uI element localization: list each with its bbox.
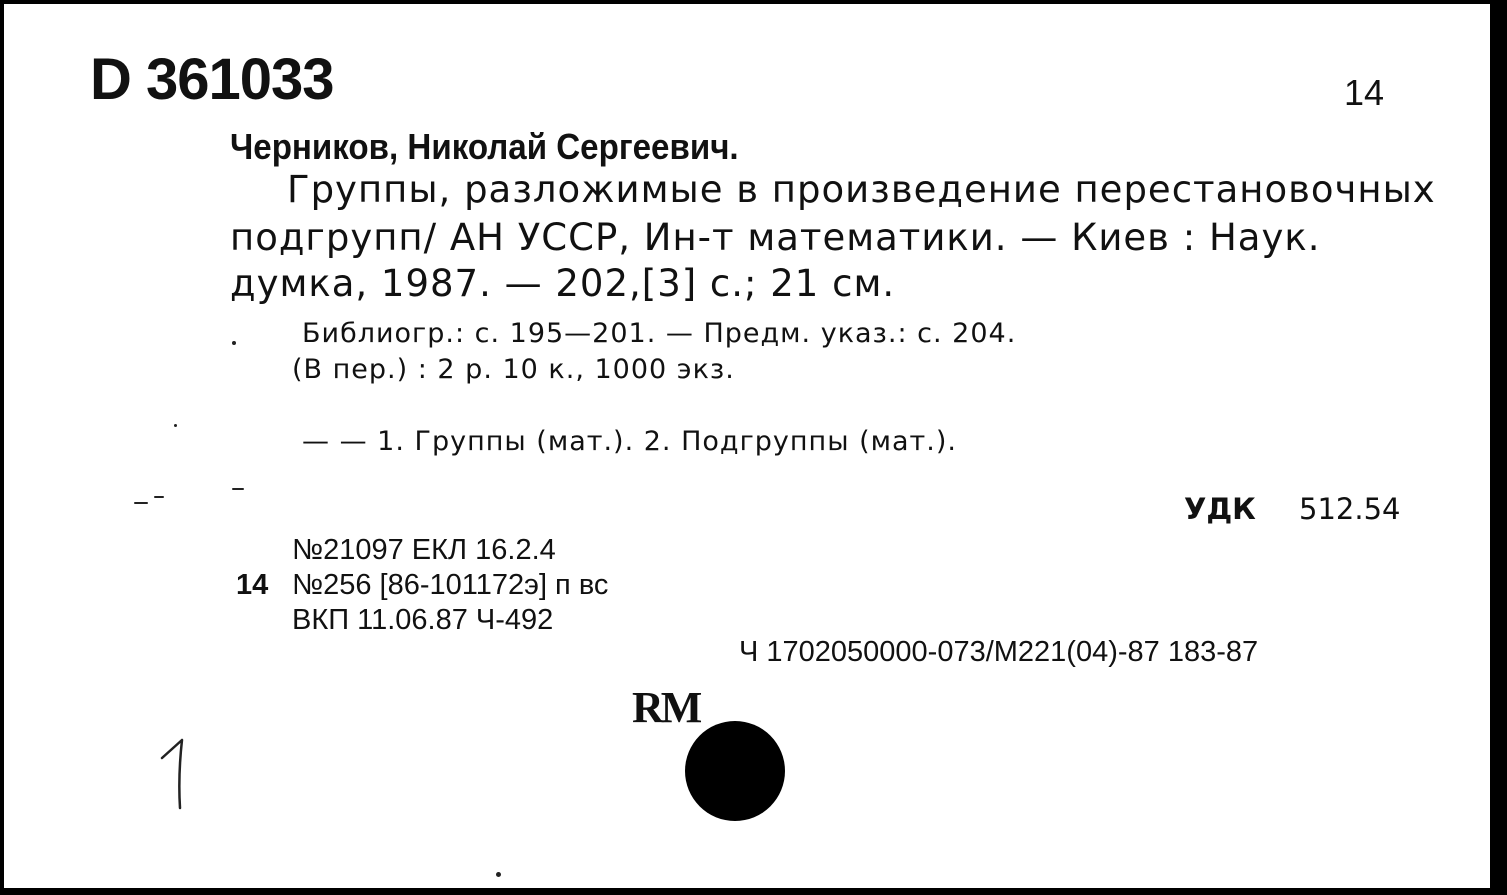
scan-border: [1490, 0, 1507, 895]
author-heading: Черников, Николай Сергеевич.: [230, 126, 739, 167]
scan-speck: [174, 424, 177, 427]
registration-line-3: ВКП 11.06.87 Ч-492: [292, 604, 554, 636]
subject-headings: — — 1. Группы (мат.). 2. Подгруппы (мат.).: [302, 426, 957, 457]
title-line-2: подгрупп/ АН УССР, Ин-т математики. — Киев : Наук.: [230, 216, 1321, 259]
scan-speck: [496, 872, 501, 877]
publisher-code: Ч 1702050000-073/М221(04)-87 183-87: [739, 636, 1259, 668]
scan-speck: [154, 496, 164, 498]
punch-hole: [685, 721, 785, 821]
title-line-3: думка, 1987. — 202,[3] с.; 21 см.: [230, 262, 896, 305]
registration-prefix: 14: [236, 569, 269, 601]
scan-speck: [134, 502, 148, 504]
registration-line-2: №256 [86-101172э] п вс: [292, 569, 609, 601]
price-note: (В пер.) : 2 р. 10 к., 1000 экз.: [292, 354, 735, 385]
udc-value: 512.54: [1299, 492, 1401, 526]
rm-stamp: RM: [632, 683, 700, 732]
title-line-1: Группы, разложимые в произведение перестановочных: [287, 168, 1436, 211]
scan-speck: [232, 488, 244, 490]
catalog-card: [4, 4, 1490, 888]
registration-line-1: №21097 ЕКЛ 16.2.4: [292, 534, 556, 566]
bibliography-note: Библиогр.: с. 195—201. — Предм. указ.: с. 204.: [302, 318, 1017, 349]
handwritten-one-mark: [156, 736, 206, 816]
scan-speck: [232, 341, 236, 345]
card-number: 14: [1344, 72, 1385, 113]
udc-label: УДК: [1184, 492, 1256, 526]
call-number: D 361033: [90, 47, 334, 112]
